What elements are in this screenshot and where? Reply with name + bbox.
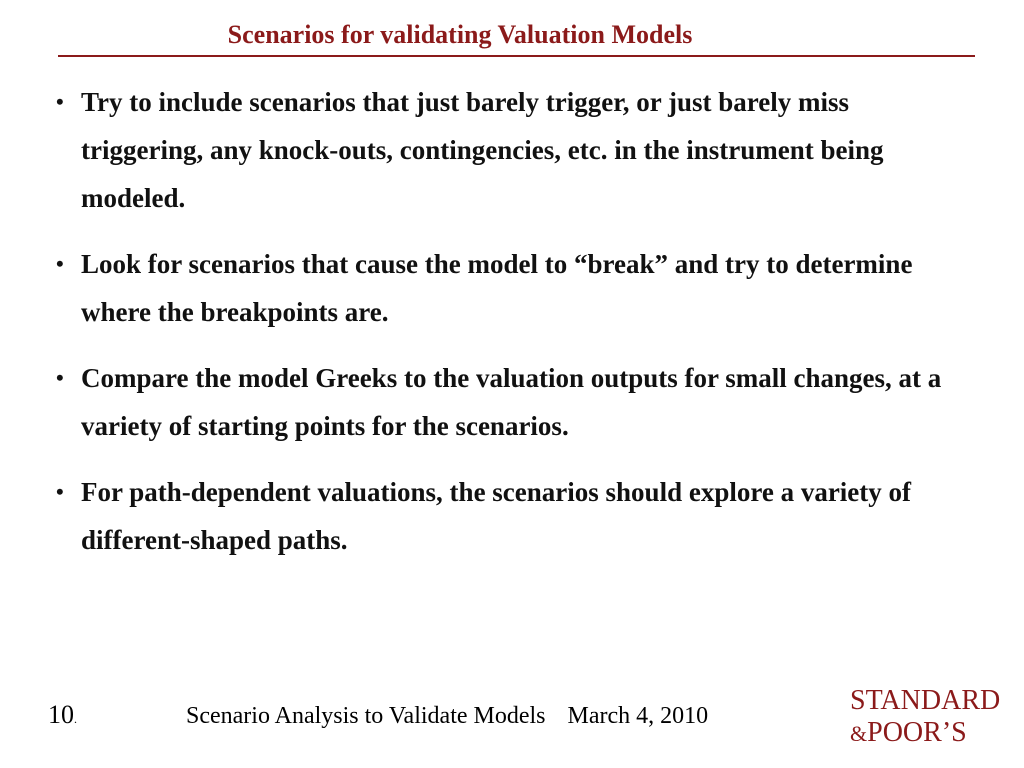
bullet-list	[56, 78, 966, 582]
footer-presentation-title: Scenario Analysis to Validate Models	[186, 703, 546, 729]
bullet-icon: •	[56, 89, 64, 114]
standard-and-poors-logo	[850, 686, 1010, 752]
logo-line-2	[850, 718, 967, 749]
bullet-text: For path-dependent valuations, the scenarios should explore a variety of different-shaped paths.	[81, 477, 912, 555]
footer-date: March 4, 2010	[567, 703, 709, 729]
bullet-item-4	[56, 468, 966, 564]
logo-line-1: STANDARD	[850, 685, 1001, 716]
page-number-value: 10	[48, 700, 74, 729]
footer	[186, 701, 708, 731]
page-number	[48, 699, 77, 735]
bullet-text: Look for scenarios that cause the model to “break” and try to determine where the breakpoints are.	[81, 249, 913, 327]
bullet-icon: •	[56, 479, 64, 504]
bullet-item-2	[56, 240, 966, 336]
logo-line-2-text: POOR’S	[867, 717, 967, 748]
bullet-icon: •	[56, 365, 64, 390]
bullet-item-1	[56, 78, 966, 222]
logo-ampersand: &	[850, 721, 868, 746]
bullet-text: Compare the model Greeks to the valuation outputs for small changes, at a variety of starting points for the scenarios.	[81, 363, 942, 441]
bullet-item-3	[56, 354, 966, 450]
title-divider	[58, 55, 975, 57]
slide-title: Scenarios for validating Valuation Models	[227, 20, 693, 49]
bullet-text: Try to include scenarios that just barely trigger, or just barely miss triggering, any knock-outs, contingencies, etc. in the instrument being modeled.	[81, 87, 884, 213]
bullet-icon: •	[56, 251, 64, 276]
page-number-suffix: .	[74, 712, 77, 726]
